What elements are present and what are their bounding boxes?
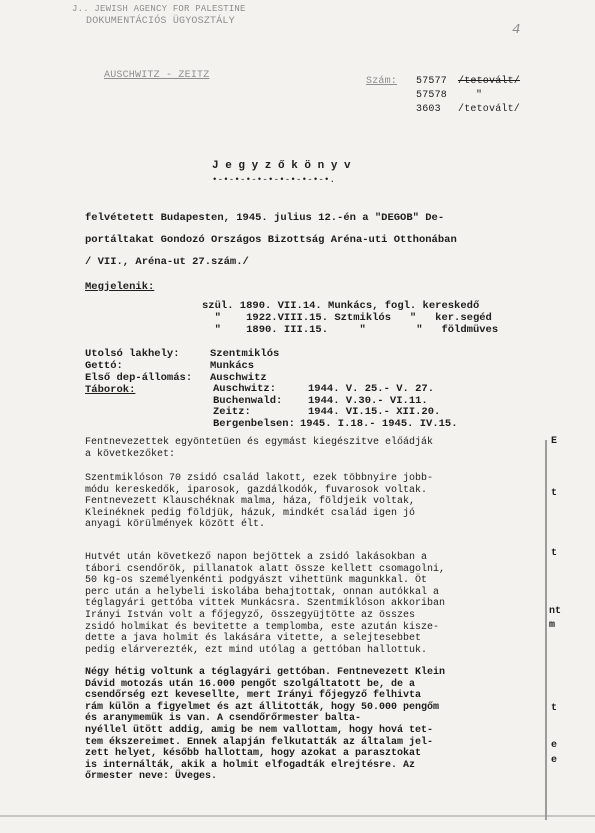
text-line: Hutvét után következő napon bejöttek a zsidó lakásokban a [85,552,428,563]
margin-mark: e [551,740,558,751]
document-title: J e g y z ő k ö n y v [212,160,351,172]
intro-paragraph [85,207,540,273]
intro-line: / VII., Aréna-ut 27.szám./ [85,256,249,268]
text-line: perc után a helybeli iskolába behajtottak, onnan autókkal a [85,586,440,598]
fact-value: Munkács [210,360,255,372]
ref3-number: 3603 [416,104,441,115]
text-line: Szentmiklóson 70 zsidó család lakott, ezek többnyire jobb- [85,473,434,484]
text-line: zett helyet, később hallottam, hogy azokat a parasztokat [85,748,422,760]
camp-name: Bergenbelsen: [213,417,295,430]
margin-mark: t [551,548,558,559]
facts-values [210,348,279,384]
margin-mark: e [551,755,558,766]
margin-mark: m [549,620,556,631]
text-line: zsidó holmikat és bevitette a templomba, este azután kisze- [85,621,440,633]
ref3-note: /tetovált/ [458,104,521,115]
margin-mark: E [551,436,558,447]
org-name-line2: DOKUMENTÁCIÓS ÜGYOSZTÁLY [86,16,235,27]
text-line: és aranymemük is van. A csendőrőrmester balta- [85,713,362,725]
facts-labels [85,348,192,396]
statement-paragraph-3 [85,552,540,656]
ref2-note: " [476,90,483,101]
text-line: tem ékszereimet. Ennek alapján felkutatták az általam jel- [85,736,434,748]
camp-dates-row: 1944. V. 25.- V. 27. [308,383,435,395]
fact-label: Utolsó lakhely: [85,348,180,360]
statement-paragraph-2 [85,473,540,531]
text-line: téglagyári gettóba vittek Munkácsra. Szentmiklóson akkoriban [85,598,446,610]
fact-label: Első dep-állomás: [85,372,193,384]
ref2-number: 57578 [416,90,448,101]
camp-name: Zeitz: [213,406,251,418]
megjelenik-label: Megjelenik: [85,281,155,293]
text-line: nyéllel ütött addig, amig be nem vallottam, hogy hová tet- [85,724,434,736]
text-line: is internálták, akik a holmit elfogadták elrejtésre. Az [85,759,416,771]
corner-mark: 4 [512,22,521,38]
camp-dates [300,383,458,430]
right-margin-rule [545,440,547,820]
intro-line: felvétetett Budapesten, 1945. julius 12.-én a "DEGOB" De- [85,212,445,224]
text-line: Fentnevezett Klauschéknak malma, háza, földjeik voltak, [85,496,416,508]
text-line: csendőrség ezt kevesellte, mert Irányi főjegyző felhivta [85,690,422,702]
camp-name: Auschwitz: [213,383,277,395]
intro-line: portáltakat Gondozó Országos Bizottság Aréna-uti Otthonában [85,234,457,246]
text-line: anyagi körülmények között élt. [85,519,266,531]
camp-name: Buchenwald: [213,394,283,407]
person-row: " 1890. III.15. " " földmüves [202,324,499,336]
persons-list [202,300,498,336]
text-line: őrmester neve: Üveges. [85,771,218,783]
fact-value: Szentmiklós [210,348,280,360]
margin-mark: t [551,703,558,714]
camp-dates-row: 1944. VI.15.- XII.20. [308,406,441,418]
bottom-scan-edge [0,815,595,817]
fact-value: Auschwitz [210,372,267,384]
org-name-line1: J.. JEWISH AGENCY FOR PALESTINE [72,4,246,14]
ref1-note: /tetovált/ [458,76,521,87]
text-line: Kleinéknek pedig földjük, házuk, mindkét család igen jó [85,507,416,519]
margin-mark: nt [549,606,562,617]
title-underline: •-•-•-•-•-•-•-•-•-•-•. [212,175,336,185]
text-line: a következőket: [85,448,176,460]
text-line: tábori csendőrök, pillanatok alatt össze kellett csomagolni, [85,563,446,575]
ref1-number: 57577 [416,76,448,87]
text-line: Négy hétig voltunk a téglagyári gettóban. Fentnevezett Klein [85,667,446,678]
statement-paragraph-1 [85,437,540,460]
camp-label: AUSCHWITZ - ZEITZ [104,70,210,81]
fact-label: Táborok: [85,384,136,396]
statement-paragraph-4 [85,667,540,783]
text-line: dette a java holmit és lakására vitette, a selejtesebbet [85,633,422,645]
text-line: pedig elárverezték, ezt mind utólag a gettóban hallottuk. [85,644,428,656]
camp-dates-row: 1945. I.18.- 1945. IV.15. [300,417,458,430]
text-line: Fentnevezettek egyöntetüen és egymást kiegészitve előádják [85,437,434,448]
text-line: rám külön a figyelmet és azt állitották, hogy 50.000 pengőm [85,701,440,713]
fact-label: Gettó: [85,360,123,372]
person-row: " 1922.VIII.15. Sztmiklós " ker.segéd [202,312,492,324]
camp-names [213,384,295,430]
camp-dates-row: 1944. V.30.- VI.11. [308,394,428,407]
margin-mark: t [551,488,558,499]
text-line: Dávid motozás után 16.000 pengőt szolgáltatott be, de a [85,678,416,690]
text-line: Irányi István volt a főjegyző, összegyüjtötte az összes [85,609,416,621]
text-line: 50 kg-os személyenkénti podgyászt vihettünk magunkkal. Öt [85,575,428,587]
szam-label: Szám: [366,76,398,87]
person-row: szül. 1890. VII.14. Munkács, fogl. kereskedő [202,300,480,312]
text-line: módu kereskedők, iparosok, gazdálkodók, fuvarosok voltak. [85,484,428,496]
